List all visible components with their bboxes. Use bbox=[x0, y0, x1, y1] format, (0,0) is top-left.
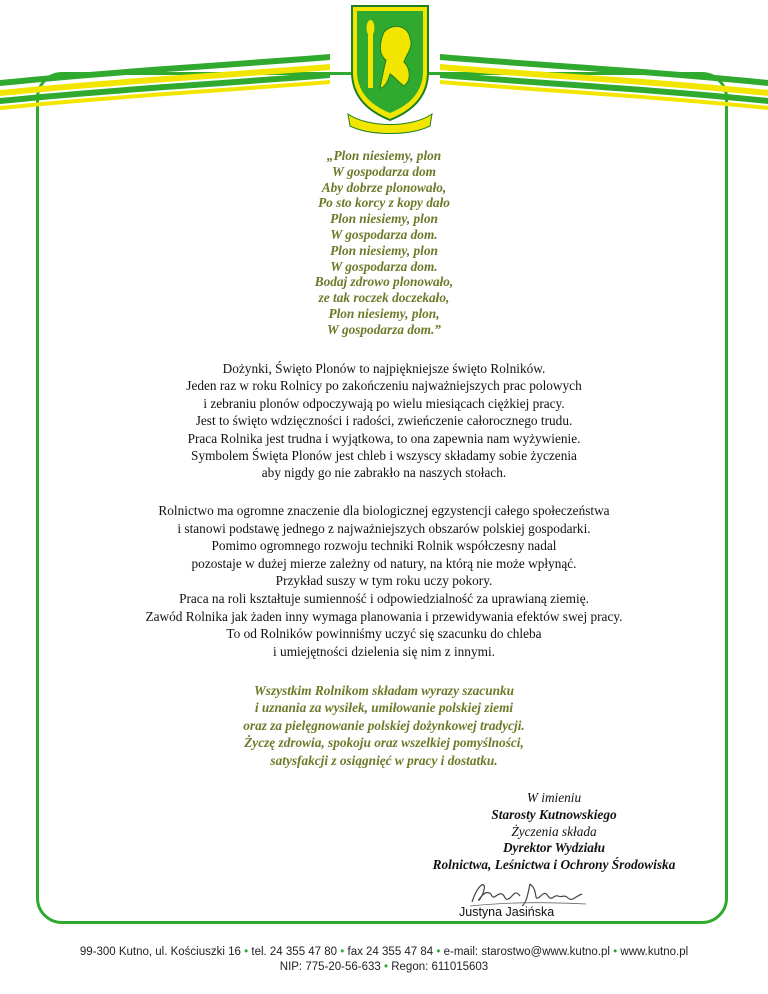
paragraph-line: Zawód Rolnika jak żaden inny wymaga planowania i przewidywania efektów swej pracy. bbox=[145, 608, 623, 624]
footer-nip: NIP: 775-20-56-633 bbox=[279, 960, 381, 973]
bullet-icon: • bbox=[340, 946, 345, 958]
paragraph-line: aby nigdy go nie zabrakło na naszych stołach. bbox=[261, 465, 507, 481]
footer-ids-line bbox=[0, 960, 768, 975]
paragraph-line: Jeden raz w roku Rolnicy po zakończeniu najważniejszych prac polowych bbox=[186, 378, 582, 394]
poem-line: Plon niesiemy, plon bbox=[330, 211, 438, 227]
coat-of-arms-icon bbox=[344, 2, 436, 134]
wishes-line: Wszystkim Rolnikom składam wyrazy szacunku bbox=[253, 683, 515, 698]
footer-contact-line bbox=[0, 945, 768, 960]
poem-line: W gospodarza dom. bbox=[330, 258, 438, 274]
bullet-icon: • bbox=[383, 960, 389, 973]
signature-line: Życzenia składa bbox=[511, 823, 597, 839]
poem-line: ze tak roczek doczekało, bbox=[318, 290, 450, 306]
signature-line: Starosty Kutnowskiego bbox=[491, 806, 617, 822]
paragraph-line: Praca Rolnika jest trudna i wyjątkowa, to ona zapewnia nam wyżywienie. bbox=[187, 430, 581, 446]
poem-line: W gospodarza dom. bbox=[330, 226, 438, 242]
paragraph-line: pozostaje w dużej mierze zależny od natury, na którą nie może wpłynąć. bbox=[191, 555, 577, 571]
poem bbox=[0, 148, 768, 338]
paragraph-rolnictwo bbox=[0, 502, 768, 660]
poem-line: Plon niesiemy, plon, bbox=[328, 305, 440, 321]
signature-block bbox=[344, 790, 764, 874]
paragraph-line: Jest to święto wdzięczności i radości, zwieńczenie całorocznego trudu. bbox=[195, 413, 573, 429]
poem-line: Bodaj zdrowo plonowało, bbox=[314, 274, 454, 290]
paragraph-dozynki bbox=[0, 360, 768, 482]
footer bbox=[0, 945, 768, 974]
wishes-line: Życzę zdrowia, spokoju oraz wszelkiej pomyślności, bbox=[244, 735, 524, 751]
poem-line: Po sto korcy z kopy dało bbox=[318, 195, 450, 211]
footer-email[interactable]: e-mail: starostwo@www.kutno.pl bbox=[443, 946, 610, 958]
poem-line: „Plon niesiemy, plon bbox=[326, 148, 442, 163]
footer-regon: Regon: 611015603 bbox=[391, 960, 489, 973]
paragraph-line: Dożynki, Święto Plonów to najpiękniejsze święto Rolników. bbox=[222, 361, 546, 376]
paragraph-line: Pomimo ogromnego rozwoju techniki Rolnik współczesny nadal bbox=[211, 538, 557, 554]
bullet-icon: • bbox=[436, 946, 441, 958]
signature-line: W imieniu bbox=[526, 790, 582, 805]
paragraph-line: To od Rolników powinniśmy uczyć się szacunku do chleba bbox=[226, 626, 542, 642]
wishes-line: oraz za pielęgnowanie polskiej dożynkowej tradycji. bbox=[243, 717, 525, 733]
poem-line: Plon niesiemy, plon bbox=[330, 242, 438, 258]
paragraph-line: i umiejętności dzielenia się nim z innymi. bbox=[273, 643, 495, 659]
wishes bbox=[0, 682, 768, 769]
paragraph-line: Rolnictwo ma ogromne znaczenie dla biologicznej egzystencji całego społeczeństwa bbox=[158, 503, 610, 518]
footer-fax: fax 24 355 47 84 bbox=[347, 946, 434, 958]
signature-line: Dyrektor Wydziału bbox=[502, 840, 606, 856]
bullet-icon: • bbox=[613, 946, 618, 958]
signature-line: Rolnictwa, Leśnictwa i Ochrony Środowiska bbox=[432, 857, 676, 873]
footer-website[interactable]: www.kutno.pl bbox=[620, 946, 689, 958]
signer-name: Justyna Jasińska bbox=[459, 905, 555, 919]
paragraph-line: Praca na roli kształtuje sumienność i odpowiedzialność za uprawianą ziemię. bbox=[179, 590, 589, 606]
paragraph-line: i stanowi podstawę jednego z najważniejszych obszarów polskiej gospodarki. bbox=[177, 520, 591, 536]
bullet-icon: • bbox=[244, 946, 249, 958]
paragraph-line: i zebraniu plonów odpoczywają po wielu miesiącach ciężkiej pracy. bbox=[203, 395, 565, 411]
poem-line: W gospodarza dom bbox=[332, 163, 436, 179]
poem-line: W gospodarza dom.” bbox=[327, 321, 441, 337]
poem-line: Aby dobrze plonowało, bbox=[321, 179, 447, 195]
paragraph-line: Przykład suszy w tym roku uczy pokory. bbox=[275, 573, 493, 589]
wishes-line: i uznania za wysiłek, umiłowanie polskiej ziemi bbox=[254, 700, 514, 716]
footer-address: 99-300 Kutno, ul. Kościuszki 16 bbox=[79, 946, 241, 958]
footer-tel: tel. 24 355 47 80 bbox=[251, 946, 338, 958]
wishes-line: satysfakcji z osiągnięć w pracy i dostatku. bbox=[270, 752, 498, 768]
paragraph-line: Symbolem Święta Plonów jest chleb i wszyscy składamy sobie życzenia bbox=[191, 448, 577, 464]
